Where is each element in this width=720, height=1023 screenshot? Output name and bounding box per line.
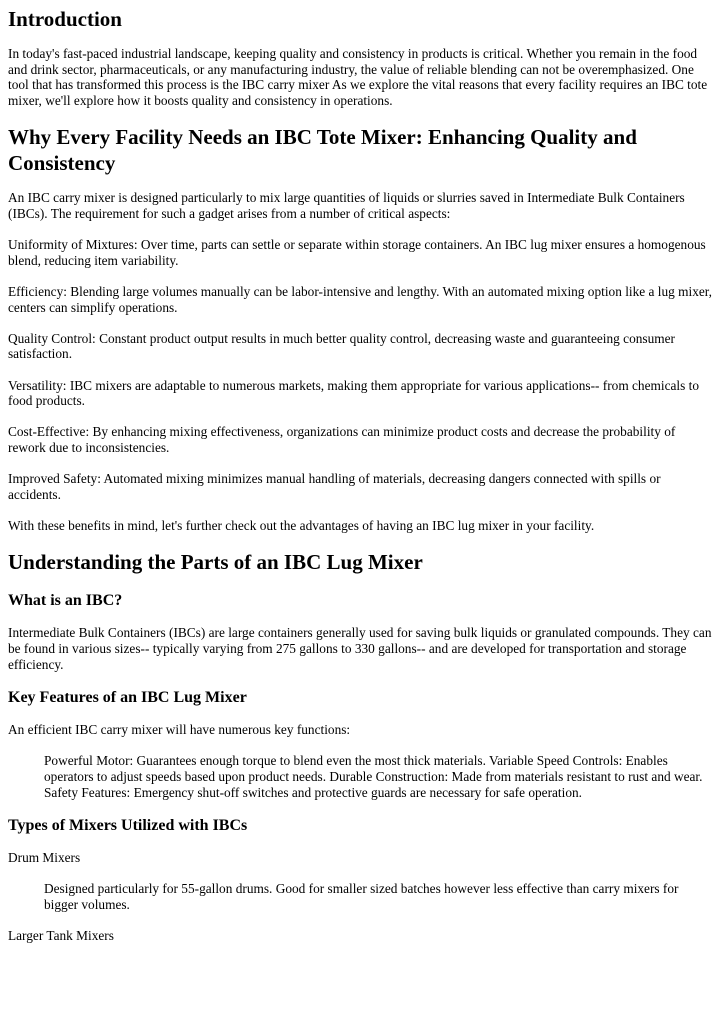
why-intro-paragraph: An IBC carry mixer is designed particularly to mix large quantities of liquids or slurries saved in Intermediate Bulk Containers (IBCs). The requirement for such a gadget arises from a number of critical aspects: <box>8 190 685 221</box>
drum-mixers-quote: Designed particularly for 55-gallon drums. Good for smaller sized batches however less effective than carry mixers for bigger volumes. <box>44 881 679 912</box>
heading-introduction: Introduction <box>8 7 122 31</box>
point-efficiency: Efficiency: Blending large volumes manually can be labor-intensive and lengthy. With an automated mixing option like a lug mixer, centers can simplify operations. <box>8 283 713 315</box>
heading-why-every-facility: Why Every Facility Needs an IBC Tote Mixer: Enhancing Quality and Consistency <box>8 125 637 176</box>
larger-tank-mixers-label: Larger Tank Mixers <box>8 928 114 944</box>
why-closing-paragraph: With these benefits in mind, let's further check out the advantages of having an IBC lug mixer in your facility. <box>8 517 595 533</box>
point-versatility: Versatility: IBC mixers are adaptable to numerous markets, making them appropriate for various applications-- from chemicals to food products. <box>8 377 700 409</box>
heading-key-features: Key Features of an IBC Lug Mixer <box>8 689 247 707</box>
introduction-paragraph: In today's fast-paced industrial landscape, keeping quality and consistency in products is critical. Whether you remain in the food and drink sector, pharmaceuticals, or any manufacturing industry, the value of reliable blending can not be overemphasized. One tool that has transformed this process is the IBC carry mixer As we explore the vital reasons that every facility requires an IBC tote mixer, we'll explore how it boosts quality and consistency in operations. <box>8 46 708 108</box>
key-features-intro: An efficient IBC carry mixer will have numerous key functions: <box>8 722 351 738</box>
point-quality-control: Quality Control: Constant product output results in much better quality control, decreasing waste and guaranteeing consumer satisfaction. <box>8 330 675 362</box>
point-uniformity: Uniformity of Mixtures: Over time, parts can settle or separate within storage containers. An IBC lug mixer ensures a homogenous blend, reducing item variability. <box>8 237 706 268</box>
article <box>0 6 720 944</box>
point-cost-effective: Cost-Effective: By enhancing mixing effectiveness, organizations can minimize product costs and decrease the probability of rework due to inconsistencies. <box>8 424 676 455</box>
heading-understanding-parts: Understanding the Parts of an IBC Lug Mixer <box>8 550 423 575</box>
key-features-quote: Powerful Motor: Guarantees enough torque to blend even the most thick materials. Variable Speed Controls: Enables operators to adjust speeds based upon product needs. Durable Construction: Made from materials resistant to rust and wear. Safety Features: Emergency shut-off switches and protective guards are necessary for safe operation. <box>44 753 703 800</box>
what-is-ibc-paragraph: Intermediate Bulk Containers (IBCs) are large containers generally used for saving bulk liquids or granulated compounds. They can be found in various sizes-- typically varying from 275 gallons to 330 gallons-- and are developed for transportation and storage efficiency. <box>8 625 712 672</box>
heading-types-of-mixers: Types of Mixers Utilized with IBCs <box>8 817 248 835</box>
drum-mixers-label: Drum Mixers <box>8 850 81 866</box>
point-improved-safety: Improved Safety: Automated mixing minimizes manual handling of materials, decreasing dangers connected with spills or accidents. <box>8 471 661 502</box>
heading-what-is-ibc: What is an IBC? <box>8 592 123 610</box>
